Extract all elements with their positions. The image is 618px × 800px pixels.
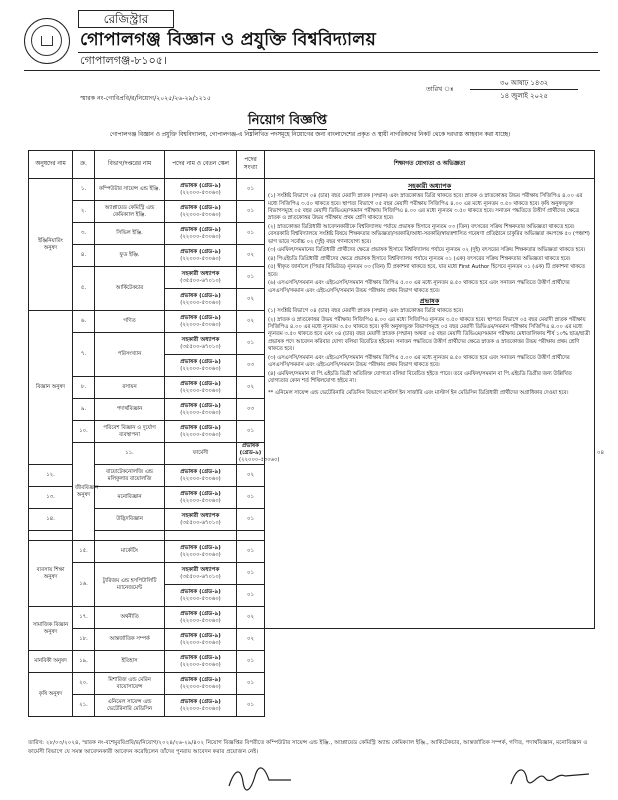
faculty-business: ব্যবসায় শিক্ষা অনুষদ [29, 541, 73, 607]
faculty-social-science: সামাজিক বিজ্ঞান অনুষদ [29, 607, 73, 651]
faculty-biology: জীববিজ্ঞান অনুষদ [73, 443, 95, 541]
signature-right [505, 762, 595, 792]
table-row: ৪. ফুড ইঞ্জি. প্রভাষক (গ্রেড-৯) (২২০০০-৫৩০৬০) ০২ [29, 245, 595, 267]
table-row: ১৮. আন্তর্জাতিক সম্পর্ক প্রভাষক (গ্রেড-৯) (২২০০০-৫৩০৬০) ০২ [29, 629, 595, 651]
table-row: বিজ্ঞান অনুষদ ৬. গণিত প্রভাষক (গ্রেড-৯) (২২০০০-৫৩০৬০) ০২ [29, 311, 595, 333]
university-name: গোপালগঞ্জ বিজ্ঞান ও প্রযুক্তি বিশ্ববিদ্যালয় [80, 30, 377, 50]
table-row: ৭. পরিসংখ্যান সহকারী অধ্যাপক (৩৫৫০০-৬৭০১০) ০১ [29, 333, 595, 355]
table-row: কৃষি অনুষদ ২০. মিশারিজ এন্ড মেরিন বায়োসায়েন্স প্রভাষক (গ্রেড-৯) (২২০০০-৫৩০৬০) ০১ [29, 673, 595, 695]
table-row: ১২. বায়োটেকনোলজি এন্ড মলিকুলার বায়োলজি প্রভাষক (গ্রেড-৯) (২২০০০-৫৩০৬০) ০২ [29, 465, 595, 487]
divider [78, 52, 598, 53]
qualification-cell: সহকারী অধ্যাপক (১) সংশ্লিষ্ট বিভাগে ০৪ (চার) বছর মেয়াদি স্নাতক (সম্মান) এবং স্নাতকোত্তর ডিগ্রি থাকতে হবে। স্নাতক ও স্নাতকোত্তর উভয় পরীক্ষায় সিজিপিএ ৪.০০ এর মধ্যে সিজিপিএ ৩.৫০ থাকতে হবে। স্থাপত্য বিভাগে ০৫ বছর মেয়াদী পরীক্ষায় সিজিপিএ ৪.০০ এর মধ্যে ন্যূনতম ৩.৫০ থাকতে হবে। কৃষি অনুষদভুক্ত বিভাগসমূহে ০৫ বছর মেয়াদী ডিভিএম/সমমান পরীক্ষায় সিজিপিএ ৪.০০ এর মধ্যে ন্যূনতম ৩.৫০ থাকতে হবে। সনাতন পদ্ধতিতে উত্তীর্ণ প্রার্থীদের ক্ষেত্রে স্নাতক ও স্নাতকোত্তর উভয় পরীক্ষায় প্রথম শ্রেণি থাকতে হবে। (২) স্নাতকোত্তর ডিগ্রিধারী আবেদনকারীকে বিশ্ববিদ্যালয় পর্যায়ে প্রভাষক হিসাবে ন্যূনতম ০৩ (তিন) বৎসরের সক্রিয় শিক্ষকতার অভিজ্ঞতা থাকতে হবে। বেসরকারি বিশ্ববিদ্যালয়ে সংশ্লিষ্ট বিষয়ে শিক্ষকতার অভিজ্ঞতা/সরকারি/আধা-সরকারি/স্বায়ত্তশাসিত গবেষণা প্রতিষ্ঠানে চাকুরির অভিজ্ঞতা কমপক্ষে ৫০ (পঞ্চাশ) ভাগ ভারে সর্বোচ্চ ০২ (দুই) বছর গণনাযোগ্য হবে। (৩) এমফিল/সমমানের ডিগ্রিধারী প্রার্থীদের ক্ষেত্রে প্রভাষক হিসাবে বিশ্ববিদ্যালয় পর্যায়ে ন্যূনতম ০২ (দুই) বৎসরের সক্রিয় শিক্ষকতার অভিজ্ঞতা থাকতে হবে। (৪) পিএইচডি ডিগ্রিধারী প্রার্থীদের ক্ষেত্রে প্রভাষক হিসাবে বিশ্ববিদ্যালয় পর্যায়ে ন্যূনতম ০১ (এক) বৎসরের সক্রিয় শিক্ষকতার অভিজ্ঞতা থাকতে হবে। (৫) স্বীকৃত জার্নালে (পিয়ার রিভিউড) ন্যূনতম ০৩ (তিন) টি প্রকাশনা থাকতে হবে, যার মধ্যে First Author হিসেবে ন্যূনতম ০১ (এক) টি প্রকাশনা থাকতে হবে। (৬) এসএসসি/সমমান এবং এইচএসসি/সমমান পরীক্ষায় জিপিএ ৫.০০ এর মধ্যে ন্যূনতম ৪.৫০ থাকতে হবে এবং সনাতন পদ্ধতিতে উত্তীর্ণ প্রার্থীদের এসএসসি/সমমান এবং এইচএসসি/সমমান উভয় পরীক্ষায় প্রথম বিভাগ থাকতে হবে। প্রভাষক (১) সংশ্লিষ্ট বিভাগে ০৪ (চার) বছর মেয়াদী স্নাতক (সম্মান) এবং স্নাতকোত্তর ডিগ্রি থাকতে হবে। (২) স্নাতক ও স্নাতকোত্তর উভয় পরীক্ষায় সিজিপিএ ৪.০০ এর মধ্যে সিজিপিএ ন্যূনতম ৩.৫০ থাকতে হবে। স্থাপত্য বিভাগে ০৫ বছর মেয়াদী স্নাতক পরীক্ষায় সিজিপিএ ৪.০০ এর মধ্যে ন্যূনতম ৩.৫০ থাকতে হবে। কৃষি অনুষদভুক্ত বিভাগসমূহে ০৫ বছর মেয়াদী ডিভিএম/সমমান পরীক্ষায় সিজিপিএ ৪.০০ এর মধ্যে ন্যূনতম ৩.৫০ থাকতে হবে এবং ০৪ (চার) বছর মেয়াদী স্নাতক (সম্মান) অথবা ০৫ বছর মেয়াদী ডিভিএম/সমমান পরীক্ষায় মেধাতালিকায় শীর্ষ ১০% ছাত্র/ছাত্রী প্রভাষক পদে আবেদন করিবার যোগ্য বলিয়া বিবেচিত হইবেন। সনাতন পদ্ধতিতে উত্তীর্ণ প্রার্থীদের ক্ষেত্রে স্নাতক ও স্নাতকোত্তর উভয় পরীক্ষায় প্রথম শ্রেণি থাকতে হবে। (৩) এসএসসি/সমমান এবং এইচএসসি/সমমান পরীক্ষায় জিপিএ ৫.০০ এর মধ্যে ন্যূনতম ৪.৫০ থাকতে হবে এবং সনাতন পদ্ধতিতে উত্তীর্ণ প্রার্থীদের এসএসসি/সমমান এবং এইচএসসি/সমমান উভয় পরীক্ষায় প্রথম বিভাগ থাকতে হবে। (৪) এমফিল/সমমান বা পি.এইচডি ডিগ্রী অতিরিক্ত যোগ্যতা বলিয়া বিবেচিত হইতে পারে। তবে এমফিল/সমমান বা পি.এইচডি ডিগ্রীর জন্য উল্লিখিত যোগ্যতার কোন শর্ত শিথিলযোগ্য হইবে না। ** এনিমেল সায়েন্স এন্ড ভেটেরিনারি মেডিসিন বিভাগে মাস্টার্স ইন সার্জারি এবং মাস্টার্স ইন মেডিসিন ডিগ্রিধারী প্রার্থীদের অগ্রাধিকার দেওয়া হবে। [265, 179, 595, 629]
col-count: পদের সংখ্যা [237, 151, 265, 179]
table-row: প্রভাষক (গ্রেড-৯) (২২০০০-৫৩০৬০) ০২ [29, 289, 595, 311]
table-row: ১৪. উদ্ভিদবিজ্ঞান সহকারী অধ্যাপক (৩৫৫০০-৬৭০১০) ০১ [29, 509, 595, 531]
qual-heading-asst-prof: সহকারী অধ্যাপক [407, 182, 452, 190]
table-row: মানবিকী অনুষদ ১৯. ইতিহাস প্রভাষক (গ্রেড-৯) (২২০০০-৫৩০৬০) ০১ [29, 651, 595, 673]
university-address: গোপালগঞ্জ-৮১০৫। [80, 54, 167, 67]
footer-note: তারিখ: ২৮/০৩/২০২৪, স্মারক নং-বশেমুরবিপ্রবি/র/নিয়োগ/২০২৪/২৬-২৯/৪০২ নিয়োগ বিজ্ঞপ্তির বিপরীতে কম্পিউটার সায়েন্স এন্ড ইঞ্জি., অ্যাপ্লায়েড কেমিস্ট্রি অ্যান্ড কেমিক্যাল ইঞ্জি., আর্কিটেকচার, আন্তর্জাতিক সম্পর্ক, গণিত, পদার্থবিজ্ঞান, মনোবিজ্ঞান ও ফার্মেসী বিভাগে যে সমস্ত আবেদনকারী আবেদন করেছিলেন তাঁদের পুনরায় আবেদন করার প্রয়োজন নেই। [28, 740, 588, 755]
faculty-science: বিজ্ঞান অনুষদ [29, 311, 73, 465]
table-row: ব্যবসায় শিক্ষা অনুষদ ১৫. মার্কেটিং প্রভাষক (গ্রেড-৯) (২২০০০-৫৩০৬০) ০১ [29, 541, 595, 563]
memo-number: স্মারক নং-গোবিপ্রবি/র/নিয়োগ/২০২৫/২৬-২৯/১২১৫ [80, 95, 211, 102]
table-row: ৫. আর্কিটেকচার সহকারী অধ্যাপক (৩৫৫০০-৬৭০১০) ০১ [29, 267, 595, 289]
date-english: ১৪ জুলাই ২০২৫ [500, 92, 548, 101]
vacancy-table [28, 150, 605, 717]
col-faculty: অনুষদের নাম [29, 151, 73, 179]
intro-text: গোপালগঞ্জ বিজ্ঞান ও প্রযুক্তি বিশ্ববিদ্যালয়, গোপালগঞ্জ-এ নিম্নলিখিত পদসমূহে নিয়োগের জন্য বাংলাদেশের প্রকৃত ও স্থায়ী নাগরিকদের নিকট থেকে দরখাস্ত আহবান করা যাচ্ছে। [109, 132, 511, 138]
date-bangla: ৩০ আষাঢ় ১৪৩২ [470, 79, 578, 90]
table-row: জীববিজ্ঞান অনুষদ ১১. ফার্মেসী প্রভাষক (গ্রেড-৯) (২২০০০-৫৩০৬০) ০৪ [29, 443, 595, 465]
table-row: ২. অ্যাপ্লায়েড কেমিস্ট্রি এন্ড কেমিক্যাল ইঞ্জি. প্রভাষক (গ্রেড-৯) (২২০০০-৫৩০৬০) ০১ [29, 201, 595, 223]
table-row: ৮. রসায়ন প্রভাষক (গ্রেড-৯) (২২০০০-৫৩০৬০) ০২ [29, 377, 595, 399]
table-row: ১০. পরিবেশ বিজ্ঞান ও দুর্যোগ ব্যবস্থাপনা প্রভাষক (গ্রেড-৯) (২২০০০-৫৩০৬০) ০১ [29, 421, 595, 443]
date-label: তারিখ ঃ [426, 85, 454, 93]
faculty-engineering: ইঞ্জিনিয়ারিং অনুষদ [29, 179, 73, 311]
table-row: ১৩. মনোবিজ্ঞান প্রভাষক (গ্রেড-৯) (২২০০০-৫৩০৬০) ০১ [29, 487, 595, 509]
registrar-title: রেজিস্ট্রার [78, 10, 174, 28]
col-dept: বিভাগ/দপ্তরের নাম [95, 151, 165, 179]
date-block [470, 79, 578, 101]
qual-heading-lecturer: প্রভাষক [419, 296, 440, 305]
faculty-humanities: মানবিকী অনুষদ [29, 651, 73, 673]
table-row: ৩. সিভিল ইঞ্জি. প্রভাষক (গ্রেড-৯) (২২০০০-৫৩০৬০) ০১ [29, 223, 595, 245]
divider [24, 70, 600, 71]
table-row: ৯. পদার্থবিজ্ঞান প্রভাষক (গ্রেড-৯) (২২০০০-৫৩০৬০) ০৩ [29, 399, 595, 421]
table-row: ইঞ্জিনিয়ারিং অনুষদ ১. কম্পিউটার সায়েন্স এন্ড ইঞ্জি. প্রভাষক (গ্রেড-৯) (২২০০০-৫৩০৬০) ০১ সহকারী অধ্যাপক (১) সংশ্লিষ্ট বিভাগে ০৪ (চার) বছর মেয়াদি স্নাতক (সম্মান) এবং স্নাতকোত্তর ডিগ্রি থাকতে হবে। স্নাতক ও স্নাতকোত্তর উভয় পরীক্ষায় সিজিপিএ ৪.০০ এর মধ্যে সিজিপিএ ৩.৫০ থাকতে হবে। স্থাপত্য বিভাগে ০৫ বছর মেয়াদী পরীক্ষায় সিজিপিএ ৪.০০ এর মধ্যে ন্যূনতম ৩.৫০ থাকতে হবে। কৃষি অনুষদভুক্ত বিভাগসমূহে ০৫ বছর মেয়াদী ডিভিএম/সমমান পরীক্ষায় সিজিপিএ ৪.০০ এর মধ্যে ন্যূনতম ৩.৫০ থাকতে হবে। সনাতন পদ্ধতিতে উত্তীর্ণ প্রার্থীদের ক্ষেত্রে স্নাতক ও স্নাতকোত্তর উভয় পরীক্ষায় প্রথম শ্রেণি থাকতে হবে। (২) স্নাতকোত্তর ডিগ্রিধারী আবেদনকারীকে বিশ্ববিদ্যালয় পর্যায়ে প্রভাষক হিসাবে ন্যূনতম ০৩ (তিন) বৎসরের সক্রিয় শিক্ষকতার অভিজ্ঞতা থাকতে হবে। বেসরকারি বিশ্ববিদ্যালয়ে সংশ্লিষ্ট বিষয়ে শিক্ষকতার অভিজ্ঞতা/সরকারি/আধা-সরকারি/স্বায়ত্তশাসিত গবেষণা প্রতিষ্ঠানে চাকুরির অভিজ্ঞতা কমপক্ষে ৫০ (পঞ্চাশ) ভাগ ভারে সর্বোচ্চ ০২ (দুই) বছর গণনাযোগ্য হবে। (৩) এমফিল/সমমানের ডিগ্রিধারী প্রার্থীদের ক্ষেত্রে প্রভাষক হিসাবে বিশ্ববিদ্যালয় পর্যায়ে ন্যূনতম ০২ (দুই) বৎসরের সক্রিয় শিক্ষকতার অভিজ্ঞতা থাকতে হবে। (৪) পিএইচডি ডিগ্রিধারী প্রার্থীদের ক্ষেত্রে প্রভাষক হিসাবে বিশ্ববিদ্যালয় পর্যায়ে ন্যূনতম ০১ (এক) বৎসরের সক্রিয় শিক্ষকতার অভিজ্ঞতা থাকতে হবে। (৫) স্বীকৃত জার্নালে (পিয়ার রিভিউড) ন্যূনতম ০৩ (তিন) টি প্রকাশনা থাকতে হবে, যার মধ্যে First Author হিসেবে ন্যূনতম ০১ (এক) টি প্রকাশনা থাকতে হবে। (৬) এসএসসি/সমমান এবং এইচএসসি/সমমান পরীক্ষায় জিপিএ ৫.০০ এর মধ্যে ন্যূনতম ৪.৫০ থাকতে হবে এবং সনাতন পদ্ধতিতে উত্তীর্ণ প্রার্থীদের এসএসসি/সমমান এবং এইচএসসি/সমমান উভয় পরীক্ষায় প্রথম বিভাগ থাকতে হবে। প্রভাষক (১) সংশ্লিষ্ট বিভাগে ০৪ (চার) বছর মেয়াদী স্নাতক (সম্মান) এবং স্নাতকোত্তর ডিগ্রি থাকতে হবে। (২) স্নাতক ও স্নাতকোত্তর উভয় পরীক্ষায় সিজিপিএ ৪.০০ এর মধ্যে সিজিপিএ ন্যূনতম ৩.৫০ থাকতে হবে। স্থাপত্য বিভাগে ০৫ বছর মেয়াদী স্নাতক পরীক্ষায় সিজিপিএ ৪.০০ এর মধ্যে ন্যূনতম ৩.৫০ থাকতে হবে। কৃষি অনুষদভুক্ত বিভাগসমূহে ০৫ বছর মেয়াদী ডিভিএম/সমমান পরীক্ষায় সিজিপিএ ৪.০০ এর মধ্যে ন্যূনতম ৩.৫০ থাকতে হবে এবং ০৪ (চার) বছর মেয়াদী স্নাতক (সম্মান) অথবা ০৫ বছর মেয়াদী ডিভিএম/সমমান পরীক্ষায় মেধাতালিকায় শীর্ষ ১০% ছাত্র/ছাত্রী প্রভাষক পদে আবেদন করিবার যোগ্য বলিয়া বিবেচিত হইবেন। সনাতন পদ্ধতিতে উত্তীর্ণ প্রার্থীদের ক্ষেত্রে স্নাতক ও স্নাতকোত্তর উভয় পরীক্ষায় প্রথম শ্রেণি থাকতে হবে। (৩) এসএসসি/সমমান এবং এইচএসসি/সমমান পরীক্ষায় জিপিএ ৫.০০ এর মধ্যে ন্যূনতম ৪.৫০ থাকতে হবে এবং সনাতন পদ্ধতিতে উত্তীর্ণ প্রার্থীদের এসএসসি/সমমান এবং এইচএসসি/সমমান উভয় পরীক্ষায় প্রথম বিভাগ থাকতে হবে। (৪) এমফিল/সমমান বা পি.এইচডি ডিগ্রী অতিরিক্ত যোগ্যতা বলিয়া বিবেচিত হইতে পারে। তবে এমফিল/সমমান বা পি.এইচডি ডিগ্রীর জন্য উল্লিখিত যোগ্যতার কোন শর্ত শিথিলযোগ্য হইবে না। ** এনিমেল সায়েন্স এন্ড ভেটেরিনারি মেডিসিন বিভাগে মাস্টার্স ইন সার্জারি এবং মাস্টার্স ইন মেডিসিন ডিগ্রিধারী প্রার্থীদের অগ্রাধিকার দেওয়া হবে। [29, 179, 595, 201]
table-row: প্রভাষক (গ্রেড-৯) (২২০০০-৫৩০৬০) ০৩ [29, 355, 595, 377]
letterhead [0, 0, 618, 112]
university-logo [24, 18, 70, 64]
table-row: ১৬. ট্যুরিজম এন্ড হসপিটালিটি ম্যানেজমেন্ট সহকারী অধ্যাপক (৩৫৫০০-৬৭০১০) ০১ [29, 563, 595, 585]
table-row: সামাজিক বিজ্ঞান অনুষদ ১৭. অর্থনীতি প্রভাষক (গ্রেড-৯) (২২০০০-৫৩০৬০) ০২ [29, 607, 595, 629]
col-qualification: শিক্ষাগত যোগ্যতা ও অভিজ্ঞতা [265, 151, 595, 179]
table-header-row [29, 151, 595, 179]
table-row: প্রভাষক (গ্রেড-৯) (২২০০০-৫৩০৬০) ০১ [29, 585, 595, 607]
notice-title: নিয়োগ বিজ্ঞপ্তি [248, 113, 327, 130]
signature-left [225, 762, 295, 792]
col-post: পদের নাম ও বেতন স্কেল [165, 151, 237, 179]
faculty-agriculture: কৃষি অনুষদ [29, 673, 73, 717]
table-row: ২১. এনিমেল সায়েন্স এন্ড ভেটেরিনারি মেডিসিন প্রভাষক (গ্রেড-৯) (২২০০০-৫৩০৬০) ০১ [29, 695, 595, 717]
col-serial: ক্র. [73, 151, 95, 179]
